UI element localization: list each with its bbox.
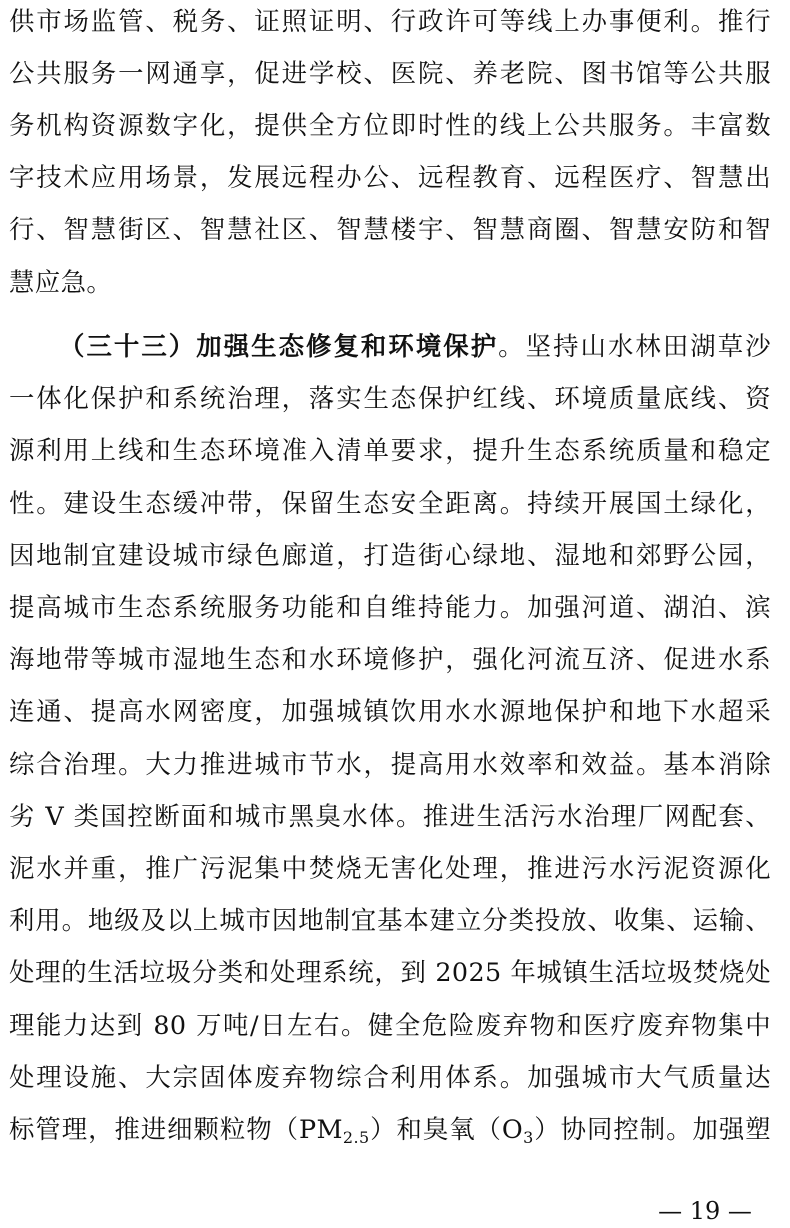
subscript: 3 xyxy=(523,1128,534,1147)
text-line: 字技术应用场景，发展远程办公、远程教育、远程医疗、智慧出 xyxy=(9,162,771,192)
page-number: — 19 — xyxy=(658,1197,752,1225)
text-line: 源利用上线和生态环境准入清单要求，提升生态系统质量和稳定 xyxy=(9,435,771,465)
subscript: 2.5 xyxy=(342,1128,370,1147)
text-line: 综合治理。大力推进城市节水，提高用水效率和效益。基本消除 xyxy=(9,749,771,779)
text-span: 。坚持山水林田湖草沙 xyxy=(498,331,771,361)
text-line: 公共服务一网通享，促进学校、医院、养老院、图书馆等公共服 xyxy=(9,58,771,88)
text-line: 一体化保护和系统治理，落实生态保护红线、环境质量底线、资 xyxy=(9,383,771,413)
text-line: 处理的生活垃圾分类和处理系统，到 2025 年城镇生活垃圾焚烧处 xyxy=(9,957,771,987)
text-line: 海地带等城市湿地生态和水环境修护，强化河流互济、促进水系 xyxy=(9,644,771,674)
text-line: 性。建设生态缓冲带，保留生态安全距离。持续开展国土绿化， xyxy=(9,488,771,518)
section-heading-line xyxy=(59,326,771,366)
section-heading: （三十三）加强生态修复和环境保护 xyxy=(59,331,499,361)
text-line: 利用。地级及以上城市因地制宜基本建立分类投放、收集、运输、 xyxy=(9,905,771,935)
text-line: 慧应急。 xyxy=(9,267,113,297)
text-line: 供市场监管、税务、证照证明、行政许可等线上办事便利。推行 xyxy=(9,6,771,36)
text-span: ）和臭氧（O xyxy=(369,1114,524,1144)
text-span: ）协同控制。加强塑 xyxy=(533,1114,771,1144)
text-line: 连通、提高水网密度，加强城镇饮用水水源地保护和地下水超采 xyxy=(9,696,771,726)
text-line: 务机构资源数字化，提供全方位即时性的线上公共服务。丰富数 xyxy=(9,110,771,140)
text-span: 标管理，推进细颗粒物（PM xyxy=(9,1114,343,1144)
text-line: 处理设施、大宗固体废弃物综合利用体系。加强城市大气质量达 xyxy=(9,1062,771,1092)
text-line: 劣 V 类国控断面和城市黑臭水体。推进生活污水治理厂网配套、 xyxy=(9,801,771,831)
text-line: 提高城市生态系统服务功能和自维持能力。加强河道、湖泊、滨 xyxy=(9,592,771,622)
text-line: 泥水并重，推广污泥集中焚烧无害化处理，推进污水污泥资源化 xyxy=(9,853,771,883)
text-line: 因地制宜建设城市绿色廊道，打造街心绿地、湿地和郊野公园， xyxy=(9,540,771,570)
text-line: 理能力达到 80 万吨/日左右。健全危险废弃物和医疗废弃物集中 xyxy=(9,1010,771,1040)
text-line xyxy=(9,1109,771,1149)
text-line: 行、智慧街区、智慧社区、智慧楼宇、智慧商圈、智慧安防和智 xyxy=(9,214,771,244)
